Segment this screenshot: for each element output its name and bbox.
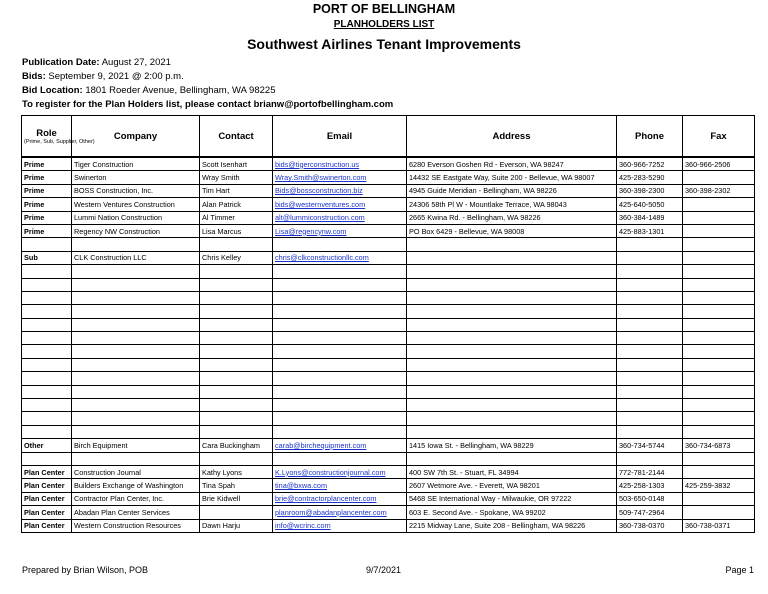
cell-email[interactable]: chris@clkconstructionllc.com <box>273 251 407 264</box>
cell-address <box>407 318 617 331</box>
cell-company: Lummi Nation Construction <box>72 211 200 224</box>
cell-contact: Kathy Lyons <box>200 465 273 478</box>
cell-role: Prime <box>22 171 72 184</box>
cell-company <box>72 265 200 278</box>
cell-address <box>407 238 617 251</box>
table-row <box>22 318 755 331</box>
cell-contact <box>200 506 273 519</box>
cell-phone: 425-640-5050 <box>617 198 683 211</box>
cell-address: 4945 Guide Meridian - Bellingham, WA 98226 <box>407 184 617 197</box>
cell-company <box>72 399 200 412</box>
cell-fax <box>683 412 755 425</box>
cell-contact <box>200 238 273 251</box>
role-header-label: Role <box>36 127 57 139</box>
cell-email[interactable]: Bids@bossconstruction.biz <box>273 184 407 197</box>
cell-phone: 425-258-1303 <box>617 479 683 492</box>
cell-contact: Dawn Harju <box>200 519 273 532</box>
cell-address <box>407 278 617 291</box>
cell-address: 2215 Midway Lane, Suite 208 - Bellingham, WA 98226 <box>407 519 617 532</box>
bids-value: September 9, 2021 @ 2:00 p.m. <box>48 71 184 82</box>
cell-phone <box>617 251 683 264</box>
cell-address <box>407 399 617 412</box>
cell-email <box>273 358 407 371</box>
cell-role: Other <box>22 439 72 452</box>
cell-contact: Al Timmer <box>200 211 273 224</box>
cell-phone: 360-734-5744 <box>617 439 683 452</box>
cell-address <box>407 305 617 318</box>
cell-fax <box>683 492 755 505</box>
cell-company: Western Ventures Construction <box>72 198 200 211</box>
cell-role <box>22 265 72 278</box>
cell-address <box>407 358 617 371</box>
cell-address <box>407 412 617 425</box>
cell-fax <box>683 332 755 345</box>
cell-phone <box>617 358 683 371</box>
cell-contact <box>200 358 273 371</box>
cell-contact: Tina Spah <box>200 479 273 492</box>
table-row <box>22 358 755 371</box>
cell-role <box>22 425 72 438</box>
cell-company: CLK Construction LLC <box>72 251 200 264</box>
cell-email[interactable]: Wray.Smith@swinerton.com <box>273 171 407 184</box>
cell-company: BOSS Construction, Inc. <box>72 184 200 197</box>
cell-email[interactable]: brie@contractorplancenter.com <box>273 492 407 505</box>
cell-fax: 425-259-3832 <box>683 479 755 492</box>
cell-fax <box>683 465 755 478</box>
cell-email <box>273 385 407 398</box>
cell-fax <box>683 385 755 398</box>
col-header-address: Address <box>407 116 617 158</box>
bid-location-label: Bid Location: <box>22 85 83 96</box>
col-header-company: Company <box>72 116 200 158</box>
table-row <box>22 465 755 478</box>
publication-date-value: August 27, 2021 <box>101 57 171 68</box>
cell-phone: 425-883-1301 <box>617 224 683 237</box>
cell-role <box>22 278 72 291</box>
cell-email <box>273 345 407 358</box>
cell-role <box>22 385 72 398</box>
table-row <box>22 519 755 532</box>
table-row <box>22 251 755 264</box>
table-row <box>22 171 755 184</box>
cell-contact: Chris Kelley <box>200 251 273 264</box>
cell-fax <box>683 425 755 438</box>
cell-phone: 425-283-5290 <box>617 171 683 184</box>
cell-company: Western Construction Resources <box>72 519 200 532</box>
cell-email <box>273 332 407 345</box>
cell-role: Plan Center <box>22 492 72 505</box>
table-row <box>22 452 755 465</box>
cell-address <box>407 291 617 304</box>
cell-role <box>22 358 72 371</box>
cell-fax <box>683 251 755 264</box>
cell-address <box>407 425 617 438</box>
cell-company <box>72 425 200 438</box>
table-row <box>22 211 755 224</box>
cell-address <box>407 385 617 398</box>
cell-fax <box>683 198 755 211</box>
cell-contact <box>200 425 273 438</box>
cell-role: Plan Center <box>22 506 72 519</box>
cell-company <box>72 305 200 318</box>
cell-fax: 360-738-0371 <box>683 519 755 532</box>
cell-email[interactable]: tina@bxwa.com <box>273 479 407 492</box>
project-title: Southwest Airlines Tenant Improvements <box>247 36 521 52</box>
cell-fax <box>683 265 755 278</box>
cell-contact <box>200 318 273 331</box>
cell-phone <box>617 278 683 291</box>
cell-contact <box>200 332 273 345</box>
role-header-hint: (Prime, Sub, Supplier, Other) <box>24 138 95 145</box>
cell-phone: 772-781-2144 <box>617 465 683 478</box>
cell-contact: Wray Smith <box>200 171 273 184</box>
table-header-row <box>22 116 755 158</box>
cell-address <box>407 345 617 358</box>
cell-fax <box>683 345 755 358</box>
cell-role <box>22 318 72 331</box>
footer-prepared-by: Prepared by Brian Wilson, POB <box>22 565 149 575</box>
cell-company <box>72 385 200 398</box>
cell-fax <box>683 211 755 224</box>
cell-phone <box>617 291 683 304</box>
cell-phone <box>617 399 683 412</box>
cell-company: Construction Journal <box>72 465 200 478</box>
cell-fax <box>683 238 755 251</box>
footer-date: 9/7/2021 <box>366 565 402 575</box>
bid-location-line <box>22 84 275 98</box>
cell-phone <box>617 265 683 278</box>
cell-phone: 360-738-0370 <box>617 519 683 532</box>
cell-contact <box>200 345 273 358</box>
table-row <box>22 305 755 318</box>
cell-address: 14432 SE Eastgate Way, Suite 200 - Bellevue, WA 98007 <box>407 171 617 184</box>
cell-contact <box>200 399 273 412</box>
cell-email <box>273 372 407 385</box>
cell-address: PO Box 6429 - Bellevue, WA 98008 <box>407 224 617 237</box>
col-header-contact: Contact <box>200 116 273 158</box>
cell-role: Plan Center <box>22 479 72 492</box>
cell-address: 6280 Everson Goshen Rd - Everson, WA 98247 <box>407 157 617 171</box>
cell-role: Prime <box>22 198 72 211</box>
cell-fax <box>683 171 755 184</box>
cell-company <box>72 332 200 345</box>
cell-company <box>72 318 200 331</box>
cell-fax: 360-734-6873 <box>683 439 755 452</box>
cell-email <box>273 291 407 304</box>
cell-fax <box>683 358 755 371</box>
cell-role <box>22 238 72 251</box>
cell-phone <box>617 412 683 425</box>
table-row <box>22 399 755 412</box>
cell-role: Prime <box>22 157 72 171</box>
cell-fax <box>683 399 755 412</box>
list-subtitle: PLANHOLDERS LIST <box>333 19 435 30</box>
table-row <box>22 492 755 505</box>
cell-company <box>72 278 200 291</box>
cell-address: 2665 Kwina Rd. - Bellingham, WA 98226 <box>407 211 617 224</box>
cell-fax <box>683 318 755 331</box>
table-row <box>22 345 755 358</box>
table-row <box>22 224 755 237</box>
table-row <box>22 425 755 438</box>
bids-line <box>22 70 184 84</box>
cell-address: 24306 58th Pl W - Mountlake Terrace, WA 98043 <box>407 198 617 211</box>
cell-company: Regency NW Construction <box>72 224 200 237</box>
cell-address <box>407 251 617 264</box>
cell-role <box>22 399 72 412</box>
table-row <box>22 265 755 278</box>
cell-phone <box>617 452 683 465</box>
cell-role: Prime <box>22 184 72 197</box>
cell-email <box>273 425 407 438</box>
cell-phone: 360-398-2300 <box>617 184 683 197</box>
cell-role <box>22 332 72 345</box>
cell-address: 5468 SE International Way - Milwaukie, OR 97222 <box>407 492 617 505</box>
cell-address <box>407 452 617 465</box>
cell-role <box>22 291 72 304</box>
cell-phone <box>617 238 683 251</box>
table-row <box>22 372 755 385</box>
cell-email <box>273 238 407 251</box>
col-header-role <box>22 116 95 158</box>
table-row <box>22 278 755 291</box>
cell-contact <box>200 372 273 385</box>
table-row <box>22 198 755 211</box>
table-row <box>22 238 755 251</box>
cell-company: Swinerton <box>72 171 200 184</box>
cell-fax: 360-398-2302 <box>683 184 755 197</box>
cell-contact <box>200 291 273 304</box>
cell-role: Plan Center <box>22 519 72 532</box>
cell-role: Prime <box>22 211 72 224</box>
cell-phone <box>617 385 683 398</box>
planholders-table <box>21 115 755 533</box>
cell-email <box>273 265 407 278</box>
cell-company: Birch Equipment <box>72 439 200 452</box>
cell-role: Prime <box>22 224 72 237</box>
cell-fax <box>683 506 755 519</box>
cell-email[interactable]: Lisa@regencynw.com <box>273 224 407 237</box>
cell-role <box>22 345 72 358</box>
cell-address: 1415 Iowa St. - Bellingham, WA 98229 <box>407 439 617 452</box>
table-row <box>22 385 755 398</box>
cell-company: Abadan Plan Center Services <box>72 506 200 519</box>
cell-phone <box>617 305 683 318</box>
cell-phone <box>617 318 683 331</box>
cell-email[interactable]: carab@birchequipment.com <box>273 439 407 452</box>
cell-fax <box>683 291 755 304</box>
cell-email[interactable]: planroom@abadanplancenter.com <box>273 506 407 519</box>
cell-contact <box>200 412 273 425</box>
cell-address <box>407 372 617 385</box>
cell-phone: 503-650-0148 <box>617 492 683 505</box>
table-row <box>22 439 755 452</box>
cell-contact: Alan Patrick <box>200 198 273 211</box>
cell-contact: Tim Hart <box>200 184 273 197</box>
cell-role <box>22 305 72 318</box>
cell-contact <box>200 385 273 398</box>
cell-contact <box>200 278 273 291</box>
cell-phone <box>617 332 683 345</box>
cell-email[interactable]: alt@lummiconstruction.com <box>273 211 407 224</box>
cell-contact: Scott Isenhart <box>200 157 273 171</box>
cell-role: Sub <box>22 251 72 264</box>
cell-email[interactable]: bids@westernventures.com <box>273 198 407 211</box>
cell-email[interactable]: info@wcrinc.com <box>273 519 407 532</box>
col-header-email: Email <box>273 116 407 158</box>
cell-email <box>273 278 407 291</box>
cell-company <box>72 452 200 465</box>
cell-fax <box>683 305 755 318</box>
cell-address: 2607 Wetmore Ave. - Everett, WA 98201 <box>407 479 617 492</box>
col-header-phone: Phone <box>617 116 683 158</box>
cell-contact: Lisa Marcus <box>200 224 273 237</box>
bid-location-value: 1801 Roeder Avenue, Bellingham, WA 98225 <box>85 85 276 96</box>
cell-fax <box>683 452 755 465</box>
cell-fax <box>683 372 755 385</box>
bids-label: Bids: <box>22 71 46 82</box>
cell-company <box>72 291 200 304</box>
cell-role <box>22 452 72 465</box>
publication-date-line <box>22 56 171 70</box>
footer-page: Page 1 <box>725 565 754 575</box>
cell-contact: Cara Buckingham <box>200 439 273 452</box>
cell-company: Contractor Plan Center, Inc. <box>72 492 200 505</box>
cell-phone <box>617 425 683 438</box>
cell-company: Tiger Construction <box>72 157 200 171</box>
table-row <box>22 184 755 197</box>
cell-email[interactable]: bids@tigerconstruction.us <box>273 157 407 171</box>
cell-phone: 509-747-2964 <box>617 506 683 519</box>
cell-company <box>72 345 200 358</box>
table-row <box>22 157 755 171</box>
cell-company <box>72 238 200 251</box>
cell-company <box>72 412 200 425</box>
cell-email <box>273 452 407 465</box>
cell-company <box>72 372 200 385</box>
cell-role <box>22 372 72 385</box>
cell-company: Builders Exchange of Washington <box>72 479 200 492</box>
cell-email <box>273 318 407 331</box>
cell-phone <box>617 345 683 358</box>
cell-email <box>273 305 407 318</box>
cell-contact: Brie Kidwell <box>200 492 273 505</box>
publication-date-label: Publication Date: <box>22 57 100 68</box>
cell-email <box>273 399 407 412</box>
cell-address: 603 E. Second Ave. - Spokane, WA 99202 <box>407 506 617 519</box>
cell-email[interactable]: K.Lyons@constructionjournal.com <box>273 465 407 478</box>
cell-contact <box>200 265 273 278</box>
cell-phone: 360-384-1489 <box>617 211 683 224</box>
cell-contact <box>200 305 273 318</box>
org-title: PORT OF BELLINGHAM <box>312 2 456 16</box>
table-row <box>22 291 755 304</box>
cell-phone: 360-966-7252 <box>617 157 683 171</box>
cell-fax <box>683 278 755 291</box>
cell-fax <box>683 224 755 237</box>
col-header-fax: Fax <box>683 116 755 158</box>
cell-role: Plan Center <box>22 465 72 478</box>
cell-role <box>22 412 72 425</box>
table-row <box>22 412 755 425</box>
cell-email <box>273 412 407 425</box>
cell-address <box>407 265 617 278</box>
table-row <box>22 506 755 519</box>
cell-fax: 360-966-2506 <box>683 157 755 171</box>
cell-address: 400 SW 7th St. - Stuart, FL 34994 <box>407 465 617 478</box>
table-row <box>22 479 755 492</box>
register-note: To register for the Plan Holders list, please contact brianw@portofbellingham.com <box>22 99 394 110</box>
cell-phone <box>617 372 683 385</box>
table-row <box>22 332 755 345</box>
cell-address <box>407 332 617 345</box>
cell-company <box>72 358 200 371</box>
cell-contact <box>200 452 273 465</box>
